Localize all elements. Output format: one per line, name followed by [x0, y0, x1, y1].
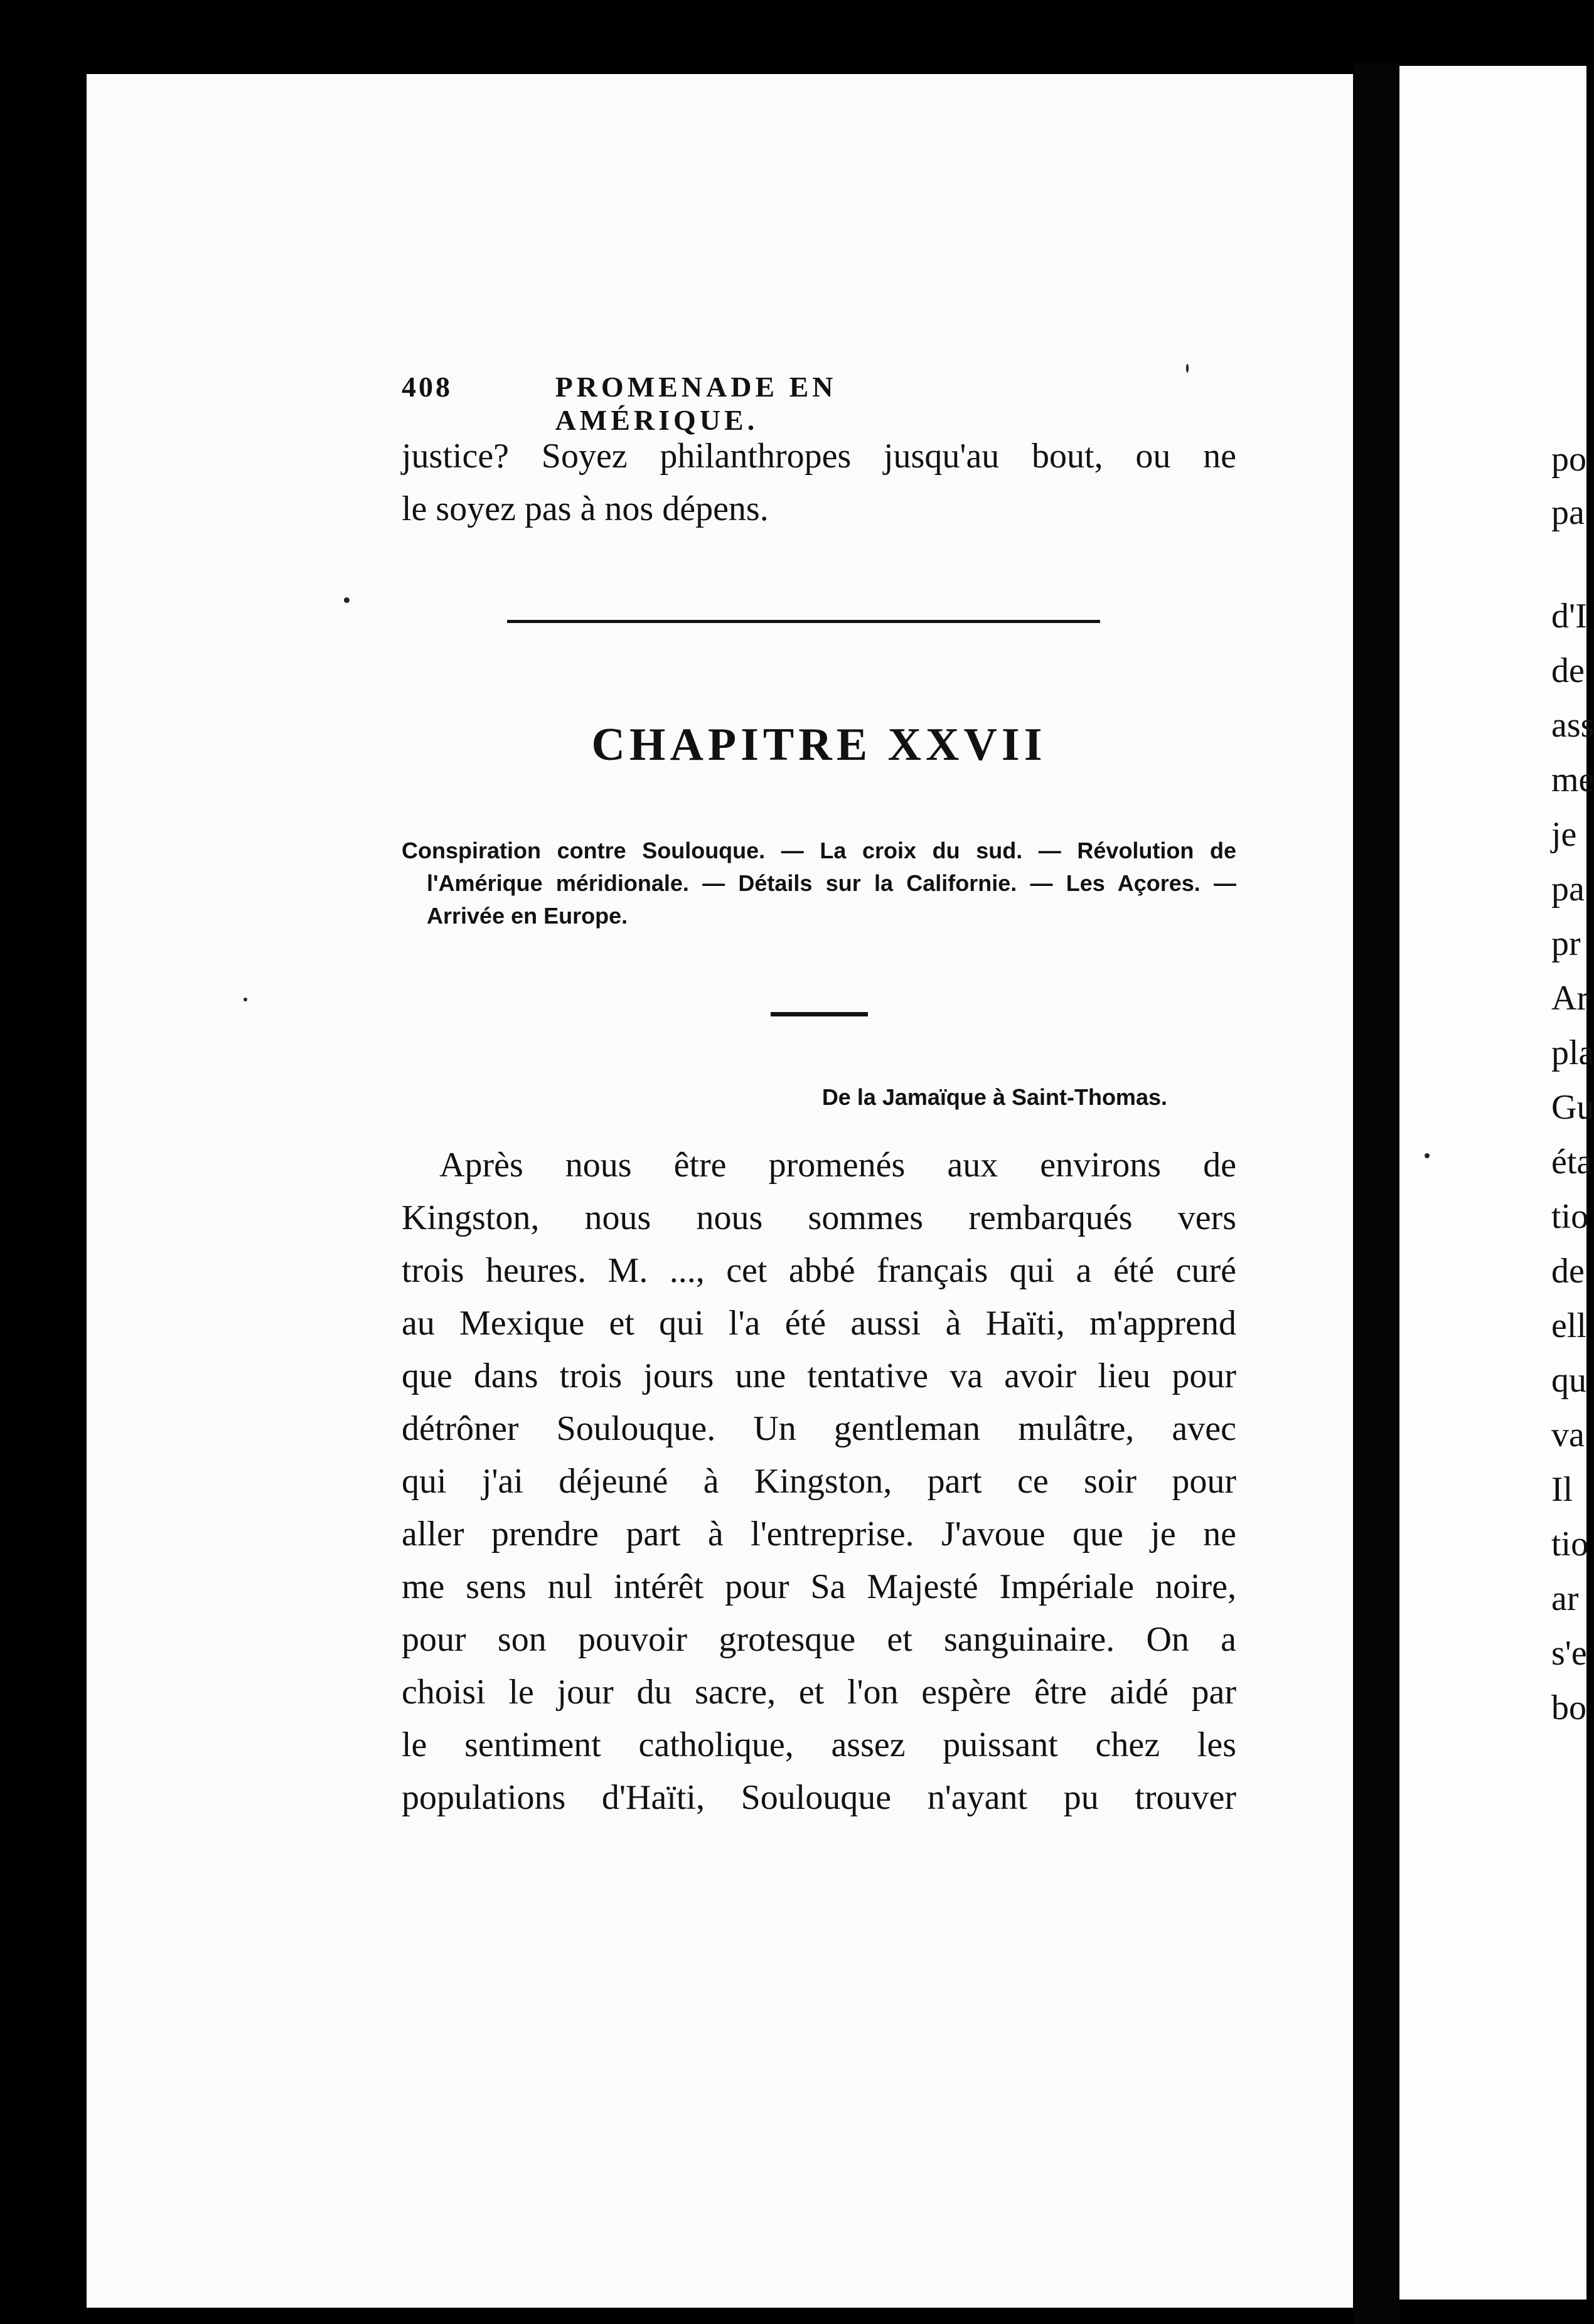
summary-line: l'Amérique méridionale. — Détails sur la Californie. — Les Açores. — [427, 870, 1236, 896]
facing-page-fragment: ell [1551, 1306, 1586, 1345]
facing-page-fragment: po [1551, 440, 1586, 479]
text-line: détrôner Soulouque. Un gentleman mulâtre, avec [402, 1409, 1236, 1448]
facing-page-fragment: Il [1551, 1470, 1573, 1509]
scan-speck [1186, 364, 1189, 373]
facing-page-fragment: de [1551, 1252, 1585, 1291]
text-line: Kingston, nous nous sommes rembarqués vers [402, 1198, 1236, 1237]
text-line: le soyez pas à nos dépens. [402, 489, 769, 528]
facing-page-fragment: ass [1551, 706, 1594, 745]
text-line: choisi le jour du sacre, et l'on espère être aidé par [402, 1673, 1236, 1712]
facing-page-fragment: je [1551, 815, 1577, 854]
facing-page-fragment: Ar [1551, 979, 1589, 1018]
facing-page-fragment: Gu [1551, 1088, 1594, 1127]
section-location: De la Jamaïque à Saint-Thomas. [821, 1084, 1167, 1110]
facing-page-fragment: qu [1551, 1361, 1586, 1400]
scan-speck [344, 597, 350, 603]
text-line: trois heures. M. ..., cet abbé français qui a été curé [402, 1251, 1236, 1290]
facing-page-fragment: bo [1551, 1688, 1586, 1727]
running-title: PROMENADE EN AMÉRIQUE. [555, 371, 837, 436]
facing-page-fragment: me [1551, 760, 1594, 799]
facing-page [1399, 66, 1589, 2300]
summary-line: Conspiration contre Soulouque. — La croix du sud. — Révolution de [402, 838, 1236, 863]
facing-page-fragment: s'e [1551, 1634, 1587, 1673]
section-divider [507, 620, 1100, 623]
text-line: justice? Soyez philanthropes jusqu'au bout, ou ne [402, 437, 1236, 476]
carryover-paragraph [402, 430, 1236, 535]
chapter-summary [402, 834, 1236, 932]
text-line: aller prendre part à l'entreprise. J'avoue que je ne [402, 1515, 1236, 1554]
text-line: au Mexique et qui l'a été aussi à Haïti, m'apprend [402, 1304, 1236, 1343]
facing-page-fragment: pa [1551, 493, 1585, 532]
facing-page-fragment: va [1551, 1415, 1585, 1454]
text-line: populations d'Haïti, Soulouque n'ayant pu trouver [402, 1778, 1236, 1817]
facing-page-fragment: pla [1551, 1033, 1594, 1072]
short-divider [771, 1012, 868, 1016]
text-line: qui j'ai déjeuné à Kingston, part ce soir pour [402, 1462, 1236, 1501]
facing-page-fragment: d'I [1551, 597, 1587, 636]
text-line: me sens nul intérêt pour Sa Majesté Impériale noire, [402, 1567, 1236, 1606]
facing-page-fragment: de [1551, 651, 1585, 690]
facing-page-fragment: ar [1551, 1579, 1579, 1618]
facing-page-fragment: tio [1551, 1197, 1589, 1236]
facing-page-fragment: tio [1551, 1525, 1589, 1564]
text-line: pour son pouvoir grotesque et sanguinaire. On a [402, 1620, 1236, 1659]
scan-speck [243, 998, 247, 1001]
text-line: Après nous être promenés aux environs de [439, 1146, 1236, 1185]
summary-line: Arrivée en Europe. [427, 903, 628, 929]
page-number: 408 [402, 371, 452, 403]
text-line: que dans trois jours une tentative va avoir lieu pour [402, 1357, 1236, 1395]
facing-page-fragment: éta [1551, 1143, 1593, 1181]
chapter-title: CHAPITRE XXVII [591, 719, 1047, 770]
running-header [402, 370, 1039, 437]
book-gutter [1353, 63, 1399, 2324]
body-paragraph [402, 1139, 1236, 1824]
text-line: le sentiment catholique, assez puissant chez les [402, 1725, 1236, 1764]
scan-speck [1425, 1153, 1430, 1158]
facing-page-fragment: pr [1551, 924, 1581, 963]
facing-page-fragment: pa [1551, 870, 1585, 909]
